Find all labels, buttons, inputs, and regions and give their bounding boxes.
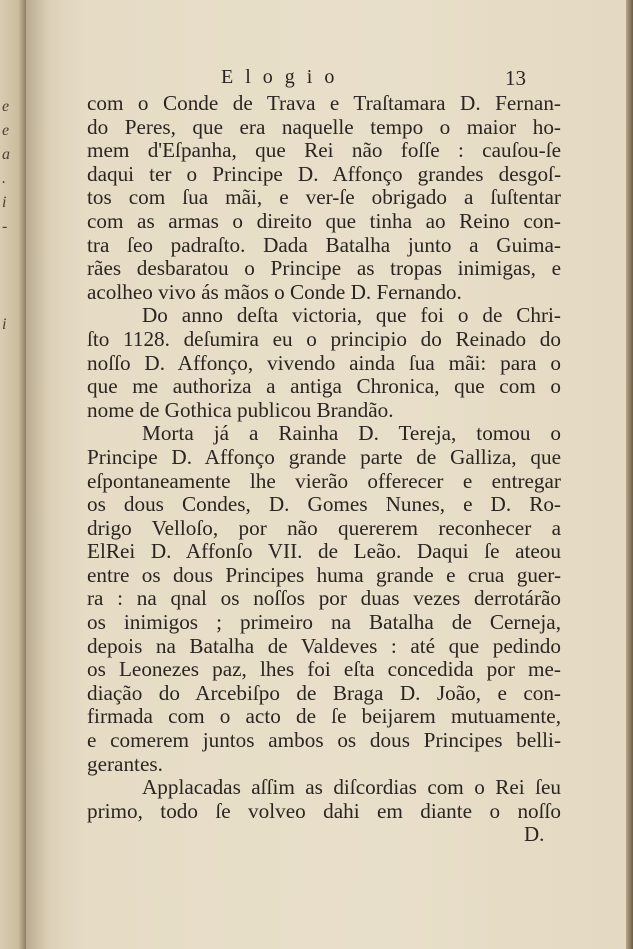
text-line: ra : na qnal os noſſos por duas vezes derrotárão — [87, 586, 561, 611]
text-line: ElRei D. Affonſo VII. de Leão. Daqui ſe ateou — [87, 539, 561, 564]
left-margin-char: . — [2, 170, 6, 187]
text-line: Do anno deſta victoria, que foi o de Chri- — [142, 303, 561, 328]
text-line: rães desbaratou o Principe as tropas inimigas, e — [87, 256, 561, 281]
text-line: Applacadas aſſim as diſcordias com o Rei ſeu — [142, 775, 561, 800]
text-line: que me authoriza a antiga Chronica, que com o — [87, 374, 561, 399]
text-line: tos com ſua mãi, e ver-ſe obrigado a ſuſtentar — [87, 185, 561, 210]
text-line: entre os dous Principes huma grande e crua guer- — [87, 562, 561, 587]
text-line: mem d'Eſpanha, que Rei não foſſe : cauſou-ſe — [87, 138, 561, 163]
left-margin-char: a — [2, 146, 10, 163]
text-line: diação do Arcebiſpo de Braga D. João, e con- — [87, 680, 561, 705]
catchword: D. — [524, 822, 545, 846]
text-line: daqui ter o Principe D. Affonço grandes desgoſ- — [87, 161, 561, 186]
text-line: drigo Velloſo, por não quererem reconhecer a — [87, 515, 561, 540]
text-line: gerantes. — [87, 751, 163, 776]
left-margin-char: i — [2, 194, 7, 211]
book-page — [26, 0, 626, 949]
left-page-edge — [0, 0, 26, 949]
body-text — [87, 92, 561, 823]
text-line: os dous Condes, D. Gomes Nunes, e D. Ro- — [87, 492, 561, 517]
running-head-title: Elogio — [221, 66, 347, 88]
text-line: nome de Gothica publicou Brandão. — [87, 397, 394, 422]
text-line: noſſo D. Affonço, vivendo ainda ſua mãi: para o — [87, 350, 561, 375]
text-line: eſpontaneamente lhe vierão offerecer e entregar — [87, 468, 561, 493]
text-line: os Leonezes paz, lhes foi eſta concedida por me- — [87, 657, 561, 682]
page-edge — [626, 0, 633, 949]
text-line: tra ſeo padraſto. Dada Batalha junto a Guima- — [87, 232, 561, 257]
left-margin-char: e — [2, 98, 10, 115]
text-line: Principe D. Affonço grande parte de Galliza, que — [87, 444, 561, 469]
text-line: e comerem juntos ambos os dous Principes belli- — [87, 728, 561, 753]
text-line: depois na Batalha de Valdeves : até que pedindo — [87, 633, 561, 658]
text-line: ſto 1128. deſumira eu o principio do Reinado do — [87, 326, 561, 351]
text-line: do Peres, que era naquelle tempo o maior ho- — [87, 114, 561, 139]
left-margin-char: - — [2, 218, 8, 235]
text-line: com as armas o direito que tinha ao Reino con- — [87, 208, 561, 233]
text-line: acolheo vivo ás mãos o Conde D. Fernando. — [87, 279, 462, 304]
text-line: firmada com o acto de ſe beijarem mutuamente, — [87, 704, 561, 729]
page-number: 13 — [505, 66, 526, 90]
text-line: os inimigos ; primeiro na Batalha de Cerneja, — [87, 610, 561, 635]
text-line: primo, todo ſe volveo dahi em diante o noſſo — [87, 798, 561, 823]
text-line: com o Conde de Trava e Traſtamara D. Fernan- — [87, 91, 561, 115]
text-line: Morta já a Rainha D. Tereja, tomou o — [142, 421, 561, 446]
left-margin-char: i — [2, 316, 7, 333]
left-margin-char: e — [2, 122, 10, 139]
